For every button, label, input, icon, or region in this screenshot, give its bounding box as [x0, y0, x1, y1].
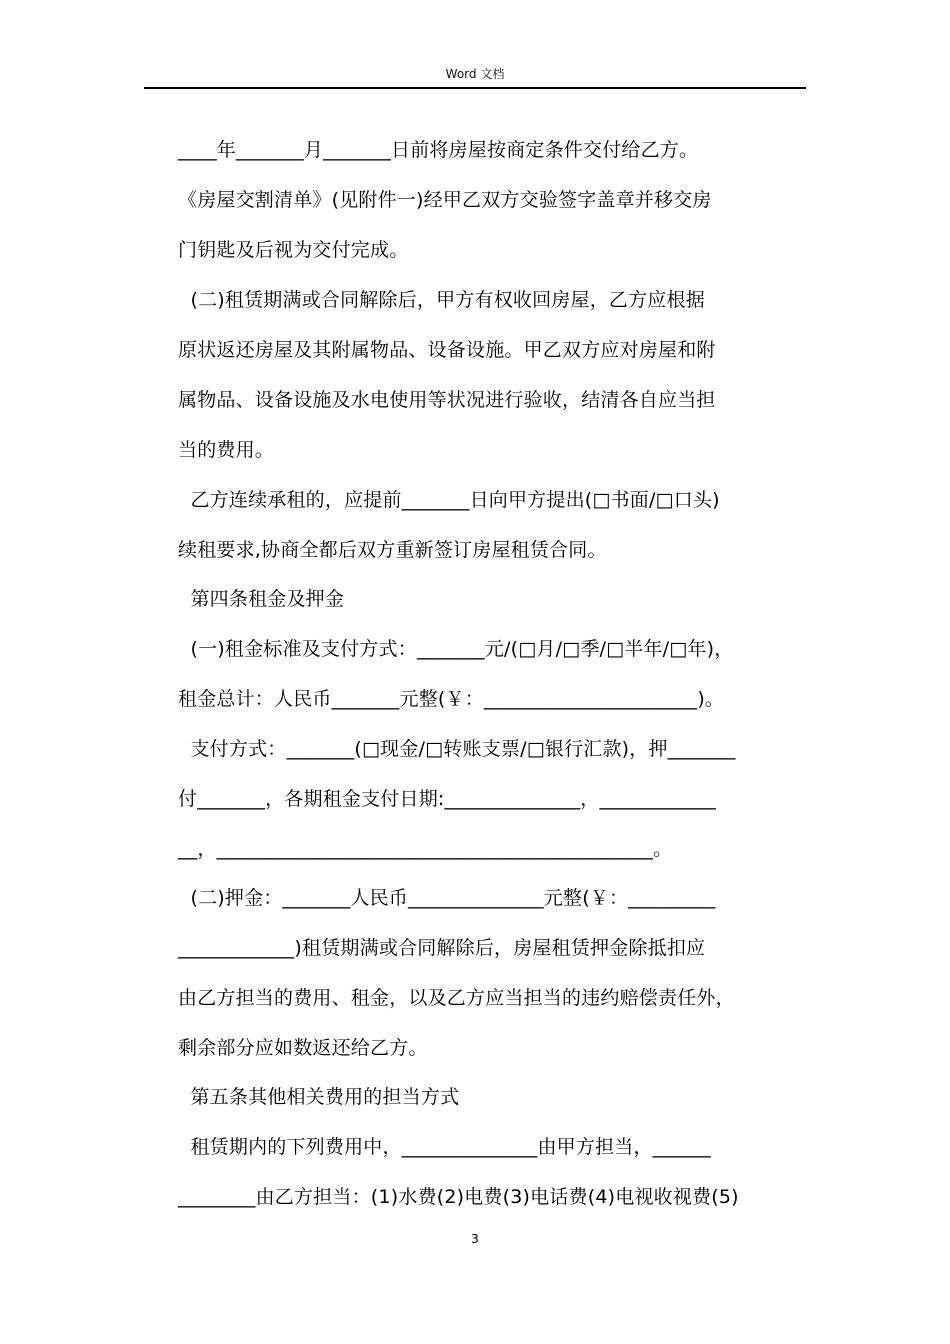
body-line: 乙方连续承租的，应提前_______日向甲方提出(□书面/□口头) — [178, 489, 720, 511]
body-line: 续租要求,协商全都后双方重新签订房屋租赁合同。 — [178, 539, 607, 561]
body-line: 原状返还房屋及其附属物品、设备设施。甲乙双方应对房屋和附 — [178, 339, 716, 361]
body-line: 当的费用。 — [178, 439, 275, 461]
body-line: 剩余部分应如数返还给乙方。 — [178, 1037, 428, 1059]
header-title: Word 文档 — [445, 67, 505, 81]
body-line: 《房屋交割清单》(见附件一)经甲乙双方交验签字盖章并移交房 — [178, 189, 712, 211]
section-heading: 第四条租金及押金 — [178, 588, 345, 610]
body-line: __，_____________________________________________。 — [178, 838, 673, 860]
header-divider — [144, 87, 806, 89]
body-line: 支付方式：_______(□现金/□转账支票/□银行汇款)，押_______ — [178, 738, 736, 760]
body-line: ________由乙方担当：(1)水费(2)电费(3)电话费(4)电视收视费(5) — [178, 1186, 739, 1208]
section-heading: 第五条其他相关费用的担当方式 — [178, 1086, 460, 1108]
body-line: (一)租金标准及支付方式：_______元/(□月/□季/□半年/□年)， — [178, 638, 734, 660]
body-line: 租赁期内的下列费用中，______________由甲方担当，______ — [178, 1136, 711, 1158]
body-line: 由乙方担当的费用、租金，以及乙方应当担当的违约赔偿责任外， — [178, 987, 735, 1009]
body-line: 门钥匙及后视为交付完成。 — [178, 239, 409, 261]
page-number: 3 — [471, 1232, 479, 1246]
body-line: 租金总计：人民币_______元整(￥：______________________)。 — [178, 688, 725, 710]
body-line: (二)租赁期满或合同解除后，甲方有权收回房屋，乙方应根据 — [178, 289, 705, 311]
body-line: ____年_______月_______日前将房屋按商定条件交付给乙方。 — [178, 139, 699, 161]
body-line: ____________)租赁期满或合同解除后，房屋租赁押金除抵扣应 — [178, 937, 706, 959]
body-line: 属物品、设备设施及水电使用等状况进行验收，结清各自应当担 — [178, 389, 716, 411]
body-line: (二)押金：_______人民币______________元整(￥：_________ — [178, 887, 716, 909]
body-line: 付_______，各期租金支付日期:______________，____________ — [178, 788, 716, 810]
